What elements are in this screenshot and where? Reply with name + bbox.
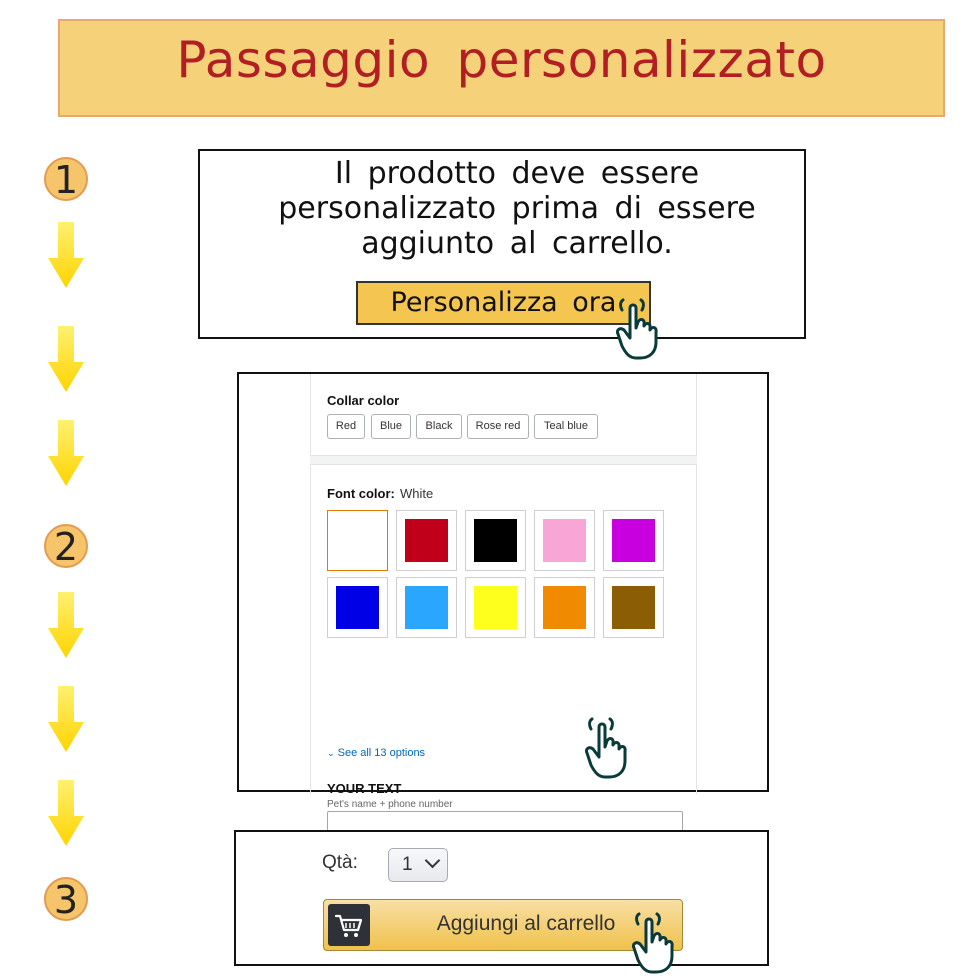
font-color-swatch[interactable] xyxy=(465,510,526,571)
down-arrow-icon xyxy=(46,418,86,488)
step1-line: aggiunto al carrello. xyxy=(361,226,673,261)
quantity-label: Qtà: xyxy=(322,852,358,873)
add-to-cart-label: Aggiungi al carrello xyxy=(436,912,616,935)
step-number-1: 1 xyxy=(44,157,88,201)
collar-color-panel xyxy=(310,374,697,456)
font-color-swatch[interactable] xyxy=(534,510,595,571)
swatch-color-chip xyxy=(543,586,586,629)
swatch-color-chip xyxy=(612,519,655,562)
down-arrow-icon xyxy=(46,684,86,754)
step1-message xyxy=(240,156,794,261)
quantity-value: 1 xyxy=(402,854,413,875)
font-color-swatch[interactable] xyxy=(465,577,526,638)
pointing-hand-icon xyxy=(585,717,649,781)
font-color-swatch[interactable] xyxy=(603,577,664,638)
see-all-options-link[interactable] xyxy=(327,747,425,759)
down-arrow-icon xyxy=(46,220,86,290)
pointing-hand-icon xyxy=(632,912,696,976)
page-title: Passaggio personalizzato xyxy=(176,31,827,89)
step2-box xyxy=(237,372,769,810)
step1-box xyxy=(198,149,806,339)
cart-icon xyxy=(328,904,370,946)
swatch-color-chip xyxy=(405,586,448,629)
swatch-color-chip xyxy=(336,586,379,629)
swatch-color-chip xyxy=(405,519,448,562)
collar-option-black[interactable]: Black xyxy=(416,414,462,439)
chevron-down-icon: ⌄ xyxy=(327,748,335,758)
collar-option-blue[interactable]: Blue xyxy=(371,414,411,439)
collar-option-red[interactable]: Red xyxy=(327,414,365,439)
title-banner xyxy=(58,19,945,117)
see-all-options-label: See all 13 options xyxy=(337,747,426,759)
add-to-cart-button[interactable] xyxy=(323,899,683,951)
font-color-swatch[interactable] xyxy=(534,577,595,638)
step-number-2: 2 xyxy=(44,524,88,568)
panel-divider xyxy=(310,456,697,464)
swatch-color-chip xyxy=(612,586,655,629)
chevron-down-icon xyxy=(425,853,441,869)
font-color-swatch[interactable] xyxy=(603,510,664,571)
font-color-label: Font color: xyxy=(327,486,395,501)
collar-color-label: Collar color xyxy=(327,393,400,408)
step1-line: personalizzato prima di essere xyxy=(278,191,756,226)
down-arrow-icon xyxy=(46,778,86,848)
font-color-swatch[interactable] xyxy=(327,510,388,571)
swatch-color-chip xyxy=(336,519,379,562)
swatch-color-chip xyxy=(543,519,586,562)
font-color-heading xyxy=(327,483,433,502)
your-text-label: YOUR TEXT xyxy=(327,781,402,796)
font-color-swatch[interactable] xyxy=(327,577,388,638)
step1-line: Il prodotto deve essere xyxy=(334,156,700,191)
quantity-select[interactable] xyxy=(388,848,448,882)
collar-option-rose-red[interactable]: Rose red xyxy=(467,414,529,439)
font-color-swatch[interactable] xyxy=(396,510,457,571)
step-number-3: 3 xyxy=(44,877,88,921)
pointing-hand-icon xyxy=(616,298,680,362)
your-text-hint: Pet's name + phone number xyxy=(327,799,453,810)
font-color-value: White xyxy=(399,486,434,501)
personalize-now-button[interactable]: Personalizza ora xyxy=(356,281,651,325)
swatch-color-chip xyxy=(474,519,517,562)
down-arrow-icon xyxy=(46,324,86,394)
down-arrow-icon xyxy=(46,590,86,660)
collar-option-teal-blue[interactable]: Teal blue xyxy=(534,414,598,439)
swatch-color-chip xyxy=(474,586,517,629)
font-color-swatch[interactable] xyxy=(396,577,457,638)
